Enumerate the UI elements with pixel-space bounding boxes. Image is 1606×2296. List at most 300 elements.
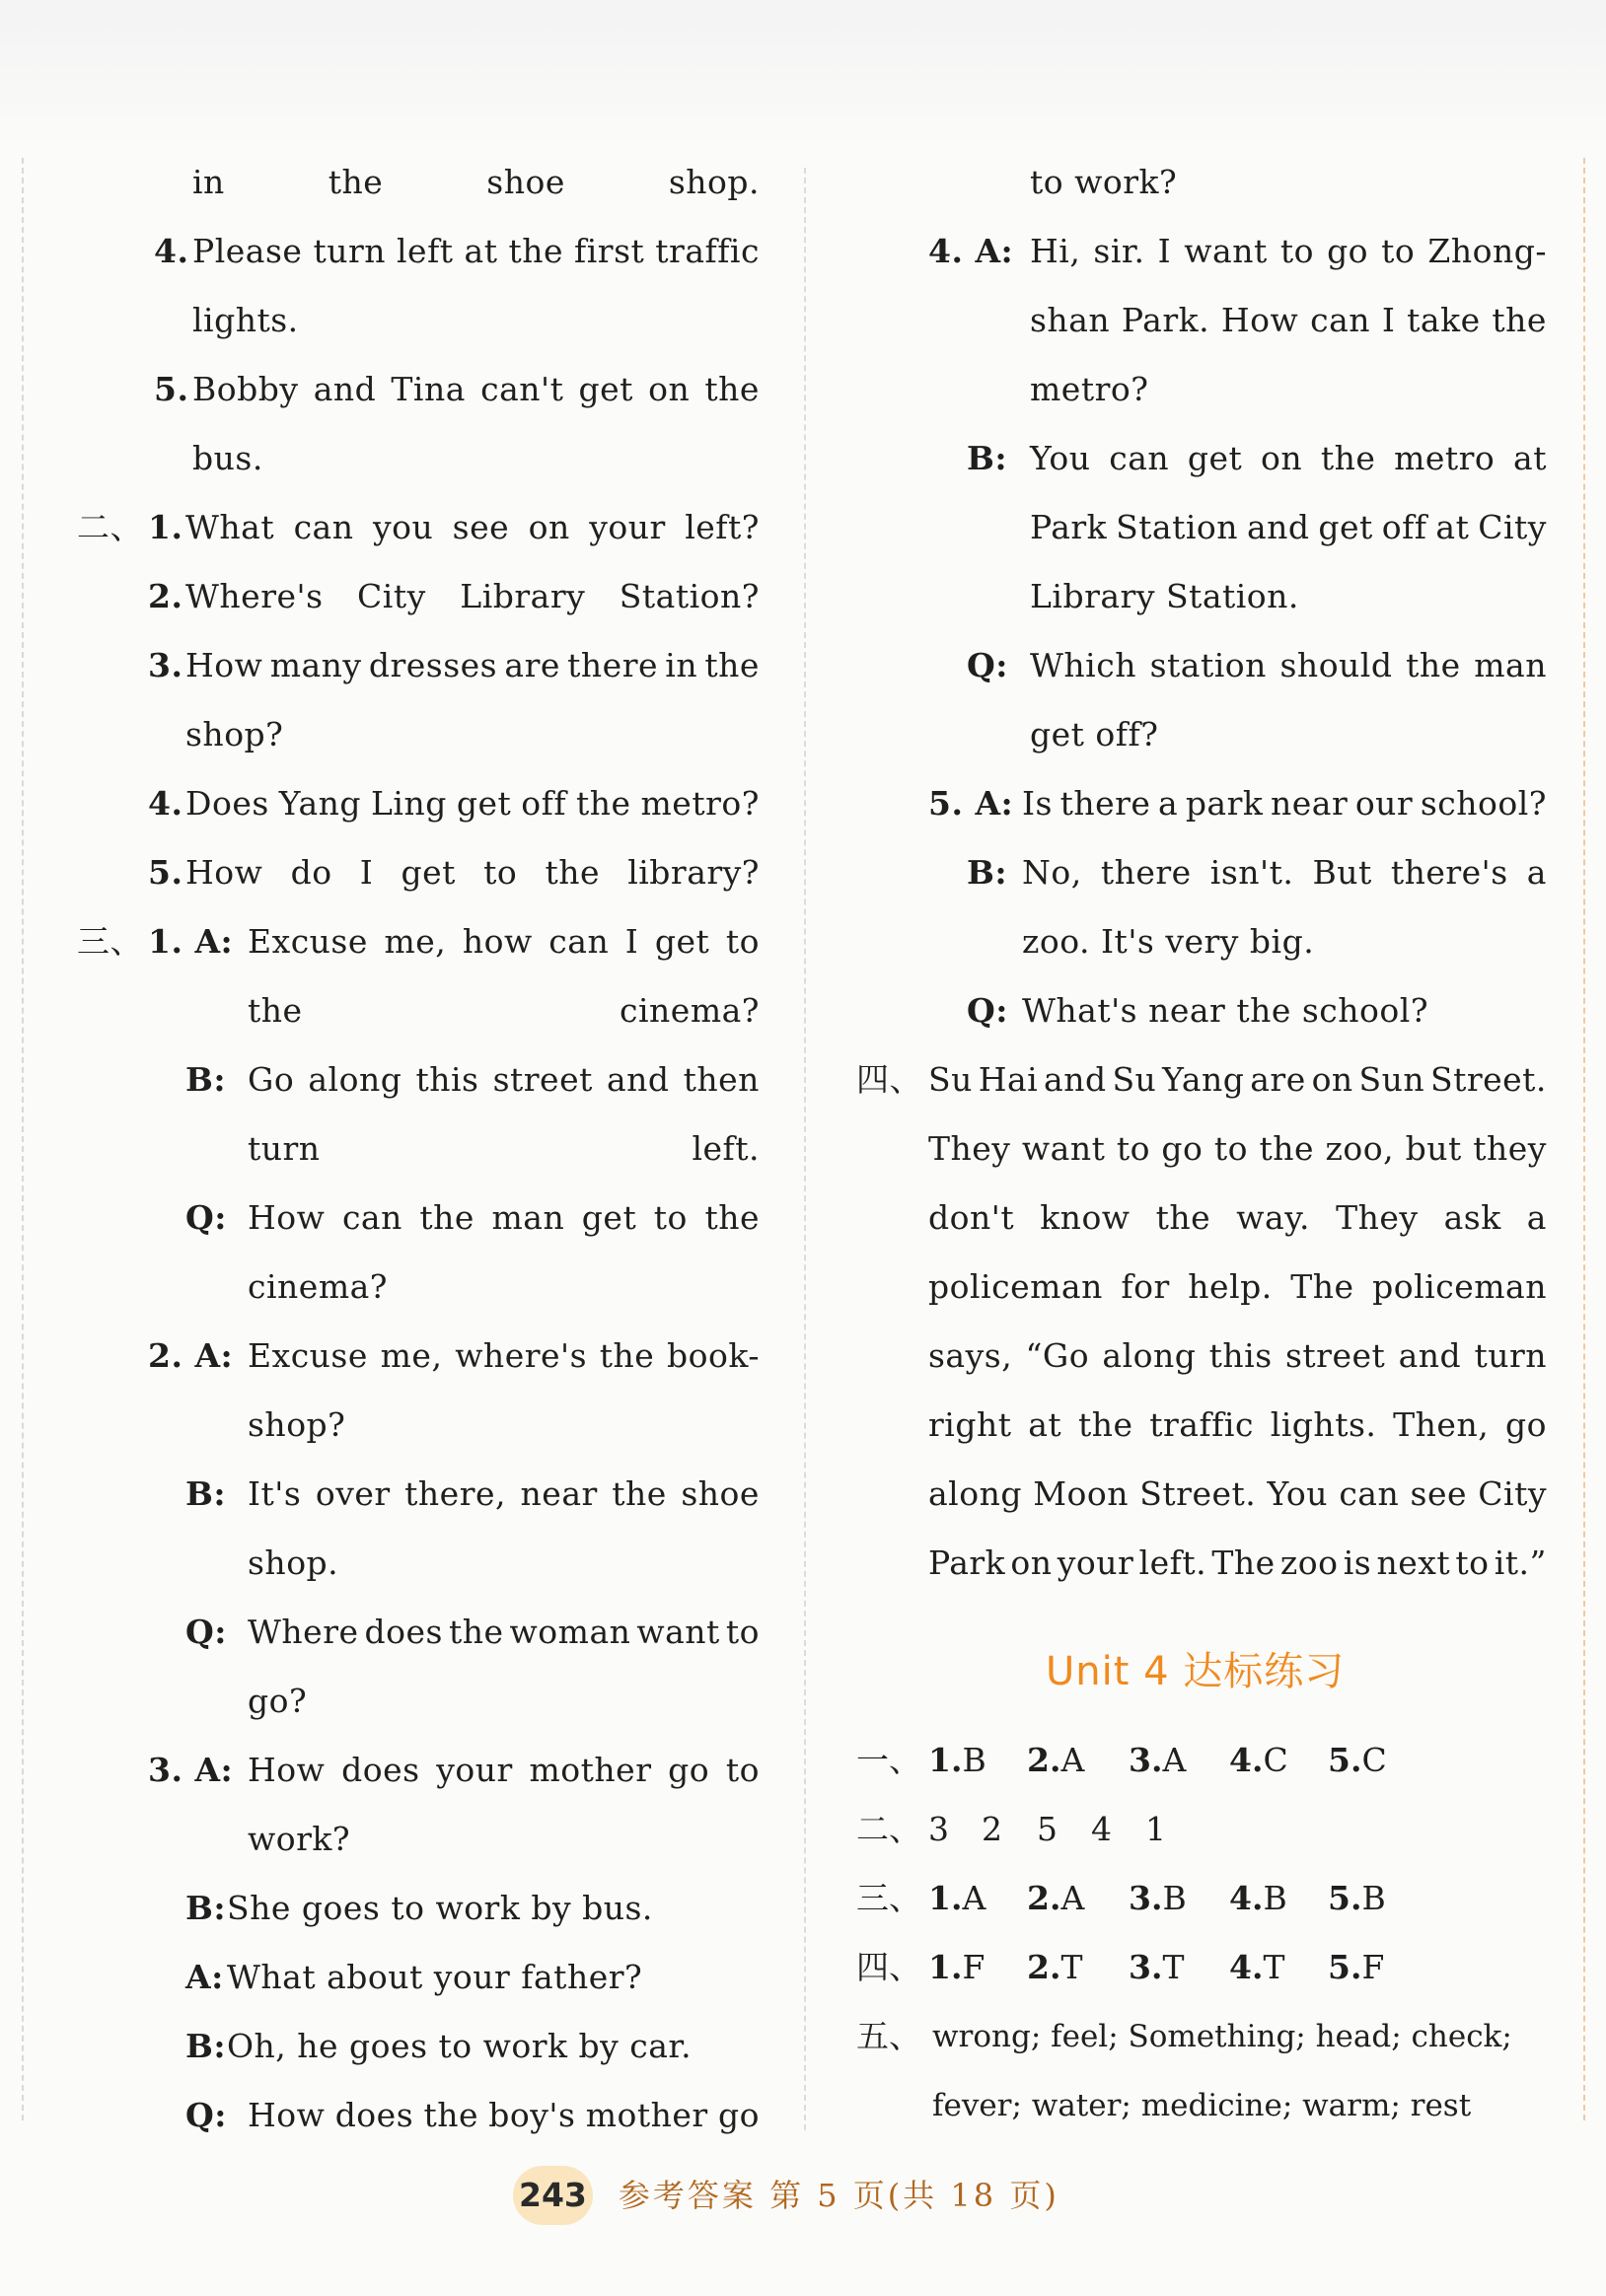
word: Hi,	[1030, 232, 1081, 270]
word: I	[1157, 232, 1172, 270]
word: and	[313, 370, 377, 408]
text-line	[69, 424, 760, 493]
line-text: She goes to work by bus.	[227, 1889, 653, 1927]
word: along	[308, 1060, 402, 1099]
section-marker: 二、	[77, 508, 143, 546]
footer-text: 参考答案 第 5 页(共 18 页)	[618, 2177, 1059, 2214]
text-line	[69, 1184, 760, 1253]
word: the	[1320, 439, 1376, 477]
text-line	[856, 769, 1547, 838]
word: Yang	[1162, 1060, 1245, 1099]
line-text: to work?	[1030, 163, 1178, 201]
word: zoo,	[1325, 1129, 1395, 1168]
speaker-label: Q:	[185, 2096, 227, 2134]
word: the	[1259, 1129, 1315, 1168]
text-line	[69, 1943, 760, 2012]
word: Street.	[1429, 1060, 1547, 1099]
speaker-label: Q:	[967, 646, 1008, 684]
word: and	[1398, 1336, 1462, 1375]
word: turn	[1474, 1336, 1547, 1375]
word: to	[725, 1751, 760, 1789]
word: to	[1455, 1543, 1490, 1582]
item-number: 4. A:	[928, 232, 1014, 270]
word: mother	[529, 1751, 652, 1789]
word: know	[1040, 1198, 1131, 1237]
word: Sun	[1358, 1060, 1425, 1099]
answer-item: 2	[982, 1810, 1002, 1848]
item-number: 4.	[154, 232, 189, 270]
word: Zhong-	[1427, 232, 1547, 270]
text-line	[69, 1253, 760, 1322]
item-number: 1. A:	[148, 922, 234, 961]
answer-item: 4.C	[1229, 1741, 1288, 1779]
text-line	[69, 355, 760, 424]
speaker-label: B:	[185, 1060, 227, 1099]
word: “Go	[1025, 1336, 1090, 1375]
word: turn	[313, 232, 386, 270]
word: to	[1213, 1129, 1249, 1168]
text-line	[856, 562, 1547, 631]
word: shoe	[486, 163, 565, 201]
text-line	[69, 2012, 760, 2081]
line-text	[928, 1184, 1547, 1253]
word: want	[636, 1613, 720, 1651]
line-text	[185, 838, 760, 907]
word: the	[1155, 1198, 1211, 1237]
section-marker: 四、	[856, 1060, 922, 1099]
line-text: What's near the school?	[1022, 991, 1429, 1030]
word: a	[1526, 1198, 1547, 1237]
word: street	[492, 1060, 593, 1099]
text-line	[69, 2081, 760, 2150]
text-line	[856, 217, 1547, 286]
word: the	[248, 991, 303, 1030]
line-text	[928, 1253, 1547, 1322]
word: there	[1100, 853, 1192, 892]
word: there,	[404, 1474, 507, 1513]
line-text: shop?	[185, 715, 284, 753]
text-line	[69, 1529, 760, 1598]
answer-row	[856, 1864, 1547, 1933]
text-line	[69, 217, 760, 286]
word: this	[415, 1060, 479, 1099]
word: can	[1109, 439, 1170, 477]
line-text	[248, 1114, 760, 1184]
word: But	[1312, 853, 1372, 892]
word: I	[624, 922, 639, 961]
word: over	[315, 1474, 391, 1513]
text-line	[69, 1460, 760, 1529]
word: see	[1410, 1474, 1468, 1513]
text-line	[69, 1045, 760, 1114]
line-text	[248, 1736, 760, 1805]
word: can't	[480, 370, 564, 408]
answer-item: 3	[928, 1810, 949, 1848]
answer-item: 1.B	[928, 1741, 986, 1779]
text-line	[856, 1322, 1547, 1391]
line-text: lights.	[192, 301, 299, 339]
line-text	[1030, 217, 1547, 286]
answer-row	[856, 1933, 1547, 2002]
word: left.	[692, 1129, 760, 1168]
answer-item: 1.F	[928, 1948, 986, 1986]
line-text	[1030, 631, 1547, 700]
word: first	[574, 232, 645, 270]
line-text	[1030, 493, 1547, 562]
line-text	[928, 1114, 1547, 1184]
word: shoe	[681, 1474, 760, 1513]
text-line	[856, 1045, 1547, 1114]
item-number: 2. A:	[148, 1336, 234, 1375]
word: but	[1405, 1129, 1462, 1168]
word: mother	[585, 2096, 708, 2134]
section-marker: 二、	[856, 1810, 921, 1848]
word: policeman	[928, 1267, 1103, 1306]
section-marker: 五、	[856, 2017, 921, 2055]
word: want	[1021, 1129, 1106, 1168]
word: on	[1010, 1543, 1053, 1582]
word: metro?	[640, 784, 760, 823]
word: don't	[928, 1198, 1015, 1237]
word: book-	[667, 1336, 760, 1375]
word: how	[462, 922, 533, 961]
word: on	[1261, 439, 1303, 477]
word: You	[1267, 1474, 1329, 1513]
word: many	[269, 646, 362, 684]
answer-item: 3.B	[1129, 1879, 1187, 1917]
word: get	[401, 853, 456, 892]
line-text	[192, 355, 760, 424]
word: take	[1407, 301, 1481, 339]
word: there's	[1390, 853, 1508, 892]
word: They	[928, 1129, 1011, 1168]
word: the	[1406, 646, 1461, 684]
word: should	[1279, 646, 1393, 684]
text-line	[856, 1391, 1547, 1460]
answer-row	[856, 2071, 1547, 2140]
word: it.”	[1494, 1543, 1547, 1582]
word: on	[648, 370, 691, 408]
word: at	[1028, 1405, 1062, 1444]
word: there	[567, 646, 659, 684]
word: Station	[1116, 508, 1239, 546]
word: get	[578, 370, 633, 408]
page-footer	[513, 2166, 1059, 2225]
page-number: 243	[513, 2166, 593, 2225]
answer-item: 2.A	[1027, 1741, 1085, 1779]
word: Please	[192, 232, 303, 270]
word: your	[436, 1751, 513, 1789]
answer-item: 1	[1145, 1810, 1166, 1848]
word: left	[396, 232, 454, 270]
text-line	[856, 148, 1547, 217]
line-text	[192, 148, 760, 217]
word: dresses	[368, 646, 498, 684]
word: left.	[1138, 1543, 1207, 1582]
text-line	[69, 976, 760, 1045]
word: get	[456, 784, 512, 823]
word: there	[1059, 784, 1151, 823]
word: can	[1339, 1474, 1400, 1513]
answer-row	[856, 1795, 1547, 1864]
text-line	[69, 631, 760, 700]
answer-item: 2.T	[1027, 1948, 1083, 1986]
text-line	[69, 562, 760, 631]
word: station	[1149, 646, 1267, 684]
line-text	[248, 2081, 760, 2150]
word: do	[290, 853, 332, 892]
answer-item: 2.A	[1027, 1879, 1085, 1917]
word: the	[599, 1336, 655, 1375]
word: How	[248, 2096, 326, 2134]
word: man	[491, 1198, 565, 1237]
word: lights.	[1270, 1405, 1377, 1444]
word: this	[1208, 1336, 1273, 1375]
line-text	[185, 631, 760, 700]
column-divider	[804, 168, 806, 2130]
text-line	[69, 493, 760, 562]
word: man	[1474, 646, 1547, 684]
line-text	[1030, 424, 1547, 493]
word: the	[545, 853, 600, 892]
item-number: 5.	[148, 853, 183, 892]
word: on	[528, 508, 570, 546]
word: and	[606, 1060, 670, 1099]
word: can	[1310, 301, 1371, 339]
word: park	[1185, 784, 1264, 823]
speaker-label: B:	[185, 1889, 227, 1927]
word: me,	[380, 1336, 443, 1375]
word: go	[1504, 1405, 1547, 1444]
word: woman	[509, 1613, 631, 1651]
text-line	[856, 838, 1547, 907]
speaker-label: A:	[185, 1958, 224, 1996]
word: boy's	[488, 2096, 576, 2134]
word: want	[1184, 232, 1268, 270]
speaker-label: Q:	[967, 991, 1008, 1030]
word: the	[1077, 1405, 1133, 1444]
line-text	[928, 1529, 1547, 1598]
word: to	[1381, 232, 1416, 270]
line-text	[928, 1460, 1547, 1529]
word: are	[1250, 1060, 1306, 1099]
word: Tina	[391, 370, 466, 408]
word: How	[248, 1198, 326, 1237]
word: then	[683, 1060, 760, 1099]
word: go	[717, 2096, 760, 2134]
word: What	[185, 508, 275, 546]
word: your	[1057, 1543, 1134, 1582]
speaker-label: B:	[967, 439, 1008, 477]
item-number: 3.	[148, 646, 183, 684]
word: at	[464, 232, 498, 270]
text-line	[69, 769, 760, 838]
section-marker: 四、	[856, 1948, 921, 1986]
text-line	[69, 1667, 760, 1736]
text-line	[856, 976, 1547, 1045]
word: the	[704, 1198, 760, 1237]
line-text	[248, 1598, 760, 1667]
word: shan	[1030, 301, 1111, 339]
word: to	[483, 853, 518, 892]
word: off	[1381, 508, 1427, 546]
line-text: get off?	[1030, 715, 1159, 753]
word: City	[357, 577, 426, 615]
word: near	[520, 1474, 598, 1513]
word: Library	[460, 577, 586, 615]
word: school?	[1420, 784, 1547, 823]
word: the	[419, 1198, 474, 1237]
word: along	[1102, 1336, 1197, 1375]
left-page-border	[22, 158, 24, 2120]
word: isn't.	[1209, 853, 1294, 892]
line-text: cinema?	[248, 1267, 388, 1306]
answer-row	[856, 2002, 1547, 2071]
word: turn	[248, 1129, 321, 1168]
word: go	[1161, 1129, 1204, 1168]
word: the	[704, 370, 760, 408]
text-line	[856, 631, 1547, 700]
answer-item: 5	[1037, 1810, 1058, 1848]
word: Where's	[185, 577, 324, 615]
word: Ling	[371, 784, 447, 823]
word: the	[1492, 301, 1547, 339]
text-line	[69, 700, 760, 769]
line-text: go?	[248, 1682, 308, 1720]
word: library?	[627, 853, 760, 892]
word: Then,	[1393, 1405, 1490, 1444]
text-line	[856, 1253, 1547, 1322]
word: Excuse	[248, 1336, 368, 1375]
line-text	[248, 1045, 760, 1114]
word: our	[1354, 784, 1414, 823]
word: How	[185, 646, 263, 684]
word: street	[1284, 1336, 1386, 1375]
word: right	[928, 1405, 1012, 1444]
word: at	[1513, 439, 1547, 477]
word: How	[185, 853, 263, 892]
text-line	[69, 1874, 760, 1943]
text-line	[856, 286, 1547, 355]
word: ask	[1443, 1198, 1501, 1237]
word: get	[654, 922, 710, 961]
answer-item: 4.B	[1229, 1879, 1287, 1917]
word: does	[334, 2096, 414, 2134]
word: help.	[1188, 1267, 1273, 1306]
word: the	[423, 2096, 478, 2134]
word: can	[548, 922, 610, 961]
right-column	[856, 148, 1547, 1598]
word: does	[341, 1751, 420, 1789]
page-top-band	[0, 0, 1606, 148]
word: Park	[928, 1543, 1006, 1582]
word: How	[1220, 301, 1299, 339]
line-text	[928, 1322, 1547, 1391]
text-line	[856, 355, 1547, 424]
line-text	[1022, 838, 1547, 907]
word: you	[372, 508, 434, 546]
line-text: What about your father?	[227, 1958, 643, 1996]
word: me,	[384, 922, 447, 961]
word: they	[1473, 1129, 1547, 1168]
word: and	[1246, 508, 1310, 546]
section-marker: 三、	[856, 1879, 921, 1917]
text-line	[69, 1598, 760, 1667]
word: the	[704, 646, 760, 684]
text-line	[856, 1114, 1547, 1184]
item-number: 4.	[148, 784, 183, 823]
word: Hai	[978, 1060, 1039, 1099]
speaker-label: Q:	[185, 1198, 227, 1237]
word: where's	[455, 1336, 588, 1375]
answer-row	[856, 1726, 1547, 1795]
line-text: bus.	[192, 439, 263, 477]
answer-item: 3.T	[1129, 1948, 1185, 1986]
line-text	[1022, 769, 1547, 838]
text-line	[856, 1529, 1547, 1598]
text-line	[856, 700, 1547, 769]
word: is	[1343, 1543, 1372, 1582]
text-line	[856, 1184, 1547, 1253]
word: Moon	[1033, 1474, 1130, 1513]
word: Go	[248, 1060, 295, 1099]
line-text: metro?	[1030, 370, 1149, 408]
word: next	[1376, 1543, 1451, 1582]
word: left?	[685, 508, 760, 546]
word: go	[668, 1751, 710, 1789]
word: shop.	[668, 163, 760, 201]
word: Bobby	[192, 370, 299, 408]
word: No,	[1022, 853, 1082, 892]
answer-text: wrong; feel; Something; head; check;	[932, 2019, 1512, 2054]
word: zoo	[1279, 1543, 1339, 1582]
word: sir.	[1093, 232, 1145, 270]
item-number: 3. A:	[148, 1751, 234, 1789]
text-line	[69, 838, 760, 907]
word: Yang	[278, 784, 362, 823]
text-line	[69, 148, 760, 217]
word: the	[612, 1474, 667, 1513]
right-page-border	[1583, 158, 1585, 2120]
line-text: zoo. It's very big.	[1022, 922, 1315, 961]
word: cinema?	[620, 991, 760, 1030]
line-text	[248, 976, 760, 1045]
line-text: shop?	[248, 1405, 346, 1444]
word: You	[1030, 439, 1091, 477]
word: Is	[1022, 784, 1053, 823]
word: I	[359, 853, 374, 892]
word: It's	[248, 1474, 302, 1513]
word: traffic	[1149, 1405, 1254, 1444]
item-number: 2.	[148, 577, 183, 615]
line-text	[185, 493, 760, 562]
text-line	[69, 907, 760, 976]
left-column	[69, 148, 760, 2150]
word: in	[192, 163, 225, 201]
word: to	[725, 922, 760, 961]
word: along	[928, 1474, 1022, 1513]
word: get	[1187, 439, 1243, 477]
text-line	[69, 1322, 760, 1391]
line-text	[185, 562, 760, 631]
answer-text: fever; water; medicine; warm; rest	[932, 2088, 1472, 2123]
word: Excuse	[248, 922, 368, 961]
answer-item: 5.F	[1328, 1948, 1385, 1986]
speaker-label: B:	[967, 853, 1008, 892]
item-number: 5.	[154, 370, 189, 408]
word: way.	[1236, 1198, 1310, 1237]
word: the	[576, 784, 631, 823]
